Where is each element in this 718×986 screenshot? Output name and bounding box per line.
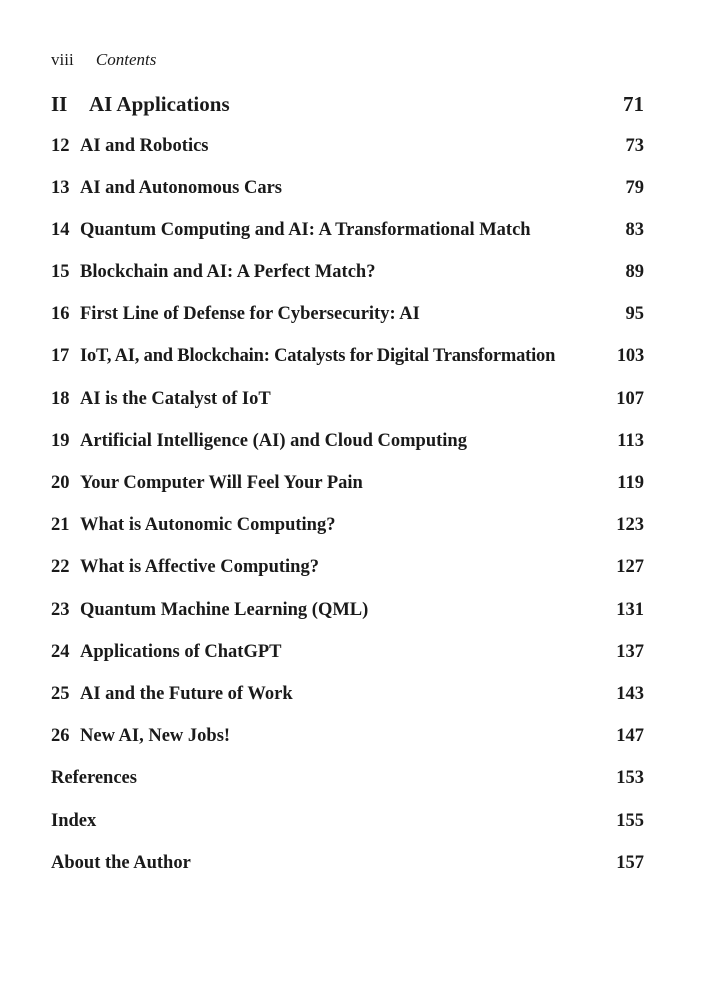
toc-chapter-title: AI and Autonomous Cars bbox=[80, 178, 283, 198]
toc-chapter-page: 83 bbox=[625, 220, 644, 240]
toc-backmatter-title: About the Author bbox=[51, 853, 191, 873]
toc-chapter-title: IoT, AI, and Blockchain: Catalysts for Digital Transformation bbox=[80, 346, 556, 366]
toc-chapter-entry[interactable] bbox=[51, 134, 644, 158]
toc-chapter-page: 89 bbox=[625, 262, 644, 282]
toc-chapter-number: 17 bbox=[51, 346, 70, 366]
toc-backmatter-entry[interactable] bbox=[51, 851, 644, 875]
page-folio: viii bbox=[51, 50, 74, 69]
toc-chapter-entry[interactable] bbox=[51, 555, 644, 579]
toc-chapter-title: Applications of ChatGPT bbox=[80, 642, 282, 662]
toc-chapter-page: 143 bbox=[616, 684, 644, 704]
toc-chapter-title: Blockchain and AI: A Perfect Match? bbox=[80, 262, 376, 282]
toc-backmatter-title: Index bbox=[51, 811, 97, 831]
toc-chapter-entry[interactable] bbox=[51, 513, 644, 537]
toc-chapter-title: AI is the Catalyst of IoT bbox=[80, 389, 271, 409]
toc-part-title: AI Applications bbox=[89, 92, 230, 116]
toc-backmatter-page: 155 bbox=[616, 811, 644, 831]
toc-chapter-entry[interactable] bbox=[51, 176, 644, 200]
toc-chapter-title: AI and the Future of Work bbox=[80, 684, 293, 704]
toc-chapter-entry[interactable] bbox=[51, 598, 644, 622]
toc-chapter-page: 137 bbox=[616, 642, 644, 662]
toc-chapter-number: 23 bbox=[51, 600, 70, 620]
toc-chapter-entry[interactable] bbox=[51, 640, 644, 664]
toc-chapter-page: 127 bbox=[616, 557, 644, 577]
toc-chapter-number: 20 bbox=[51, 473, 70, 493]
toc-chapter-number: 21 bbox=[51, 515, 70, 535]
toc-chapter-entry[interactable] bbox=[51, 682, 644, 706]
toc-chapter-entry[interactable] bbox=[51, 429, 644, 453]
toc-chapter-title: Artificial Intelligence (AI) and Cloud Computing bbox=[80, 431, 467, 451]
toc-chapter-page: 79 bbox=[625, 178, 644, 198]
toc-part-entry[interactable] bbox=[51, 91, 644, 117]
toc-chapter-number: 19 bbox=[51, 431, 70, 451]
toc-chapter-number: 26 bbox=[51, 726, 70, 746]
toc-chapter-page: 147 bbox=[616, 726, 644, 746]
toc-chapter-title: What is Autonomic Computing? bbox=[80, 515, 336, 535]
toc-chapter-page: 95 bbox=[625, 304, 644, 324]
toc-chapter-title: AI and Robotics bbox=[80, 136, 209, 156]
toc-chapter-entry[interactable] bbox=[51, 387, 644, 411]
toc-chapter-page: 123 bbox=[616, 515, 644, 535]
toc-chapter-page: 119 bbox=[617, 473, 644, 493]
toc-backmatter-page: 153 bbox=[616, 768, 644, 788]
toc-chapter-title: Your Computer Will Feel Your Pain bbox=[80, 473, 363, 493]
toc-chapter-number: 13 bbox=[51, 178, 70, 198]
running-head-section: Contents bbox=[95, 50, 157, 69]
toc-chapter-title: Quantum Machine Learning (QML) bbox=[80, 600, 369, 620]
toc-chapter-number: 16 bbox=[51, 304, 70, 324]
toc-chapter-page: 131 bbox=[616, 600, 644, 620]
toc-chapter-number: 18 bbox=[51, 389, 70, 409]
toc-chapter-page: 103 bbox=[616, 346, 644, 366]
toc-chapter-entry[interactable] bbox=[51, 471, 644, 495]
toc-part-number: II bbox=[51, 92, 68, 116]
toc-chapter-title: Quantum Computing and AI: A Transformational Match bbox=[80, 220, 531, 240]
running-head bbox=[51, 49, 156, 71]
toc-backmatter-title: References bbox=[51, 768, 137, 788]
toc-backmatter-entry[interactable] bbox=[51, 809, 644, 833]
toc-chapter-title: What is Affective Computing? bbox=[80, 557, 319, 577]
toc-chapter-entry[interactable] bbox=[51, 302, 644, 326]
toc-chapter-number: 25 bbox=[51, 684, 70, 704]
toc-chapter-number: 15 bbox=[51, 262, 70, 282]
toc-chapter-number: 12 bbox=[51, 136, 70, 156]
toc-chapter-page: 107 bbox=[616, 389, 644, 409]
toc-backmatter-entry[interactable] bbox=[51, 766, 644, 790]
toc-chapter-title: New AI, New Jobs! bbox=[80, 726, 231, 746]
toc-chapter-title: First Line of Defense for Cybersecurity: AI bbox=[80, 304, 420, 324]
toc-chapter-entry[interactable] bbox=[51, 724, 644, 748]
toc-part-page: 71 bbox=[623, 92, 644, 116]
toc-chapter-entry[interactable] bbox=[51, 260, 644, 284]
toc-chapter-entry[interactable] bbox=[51, 218, 644, 242]
toc-chapter-entry[interactable] bbox=[51, 344, 644, 368]
toc-chapter-number: 22 bbox=[51, 557, 70, 577]
toc-chapter-page: 73 bbox=[625, 136, 644, 156]
toc-chapter-page: 113 bbox=[617, 431, 644, 451]
toc-backmatter-page: 157 bbox=[616, 853, 644, 873]
toc-chapter-number: 24 bbox=[51, 642, 70, 662]
toc-chapter-number: 14 bbox=[51, 220, 70, 240]
